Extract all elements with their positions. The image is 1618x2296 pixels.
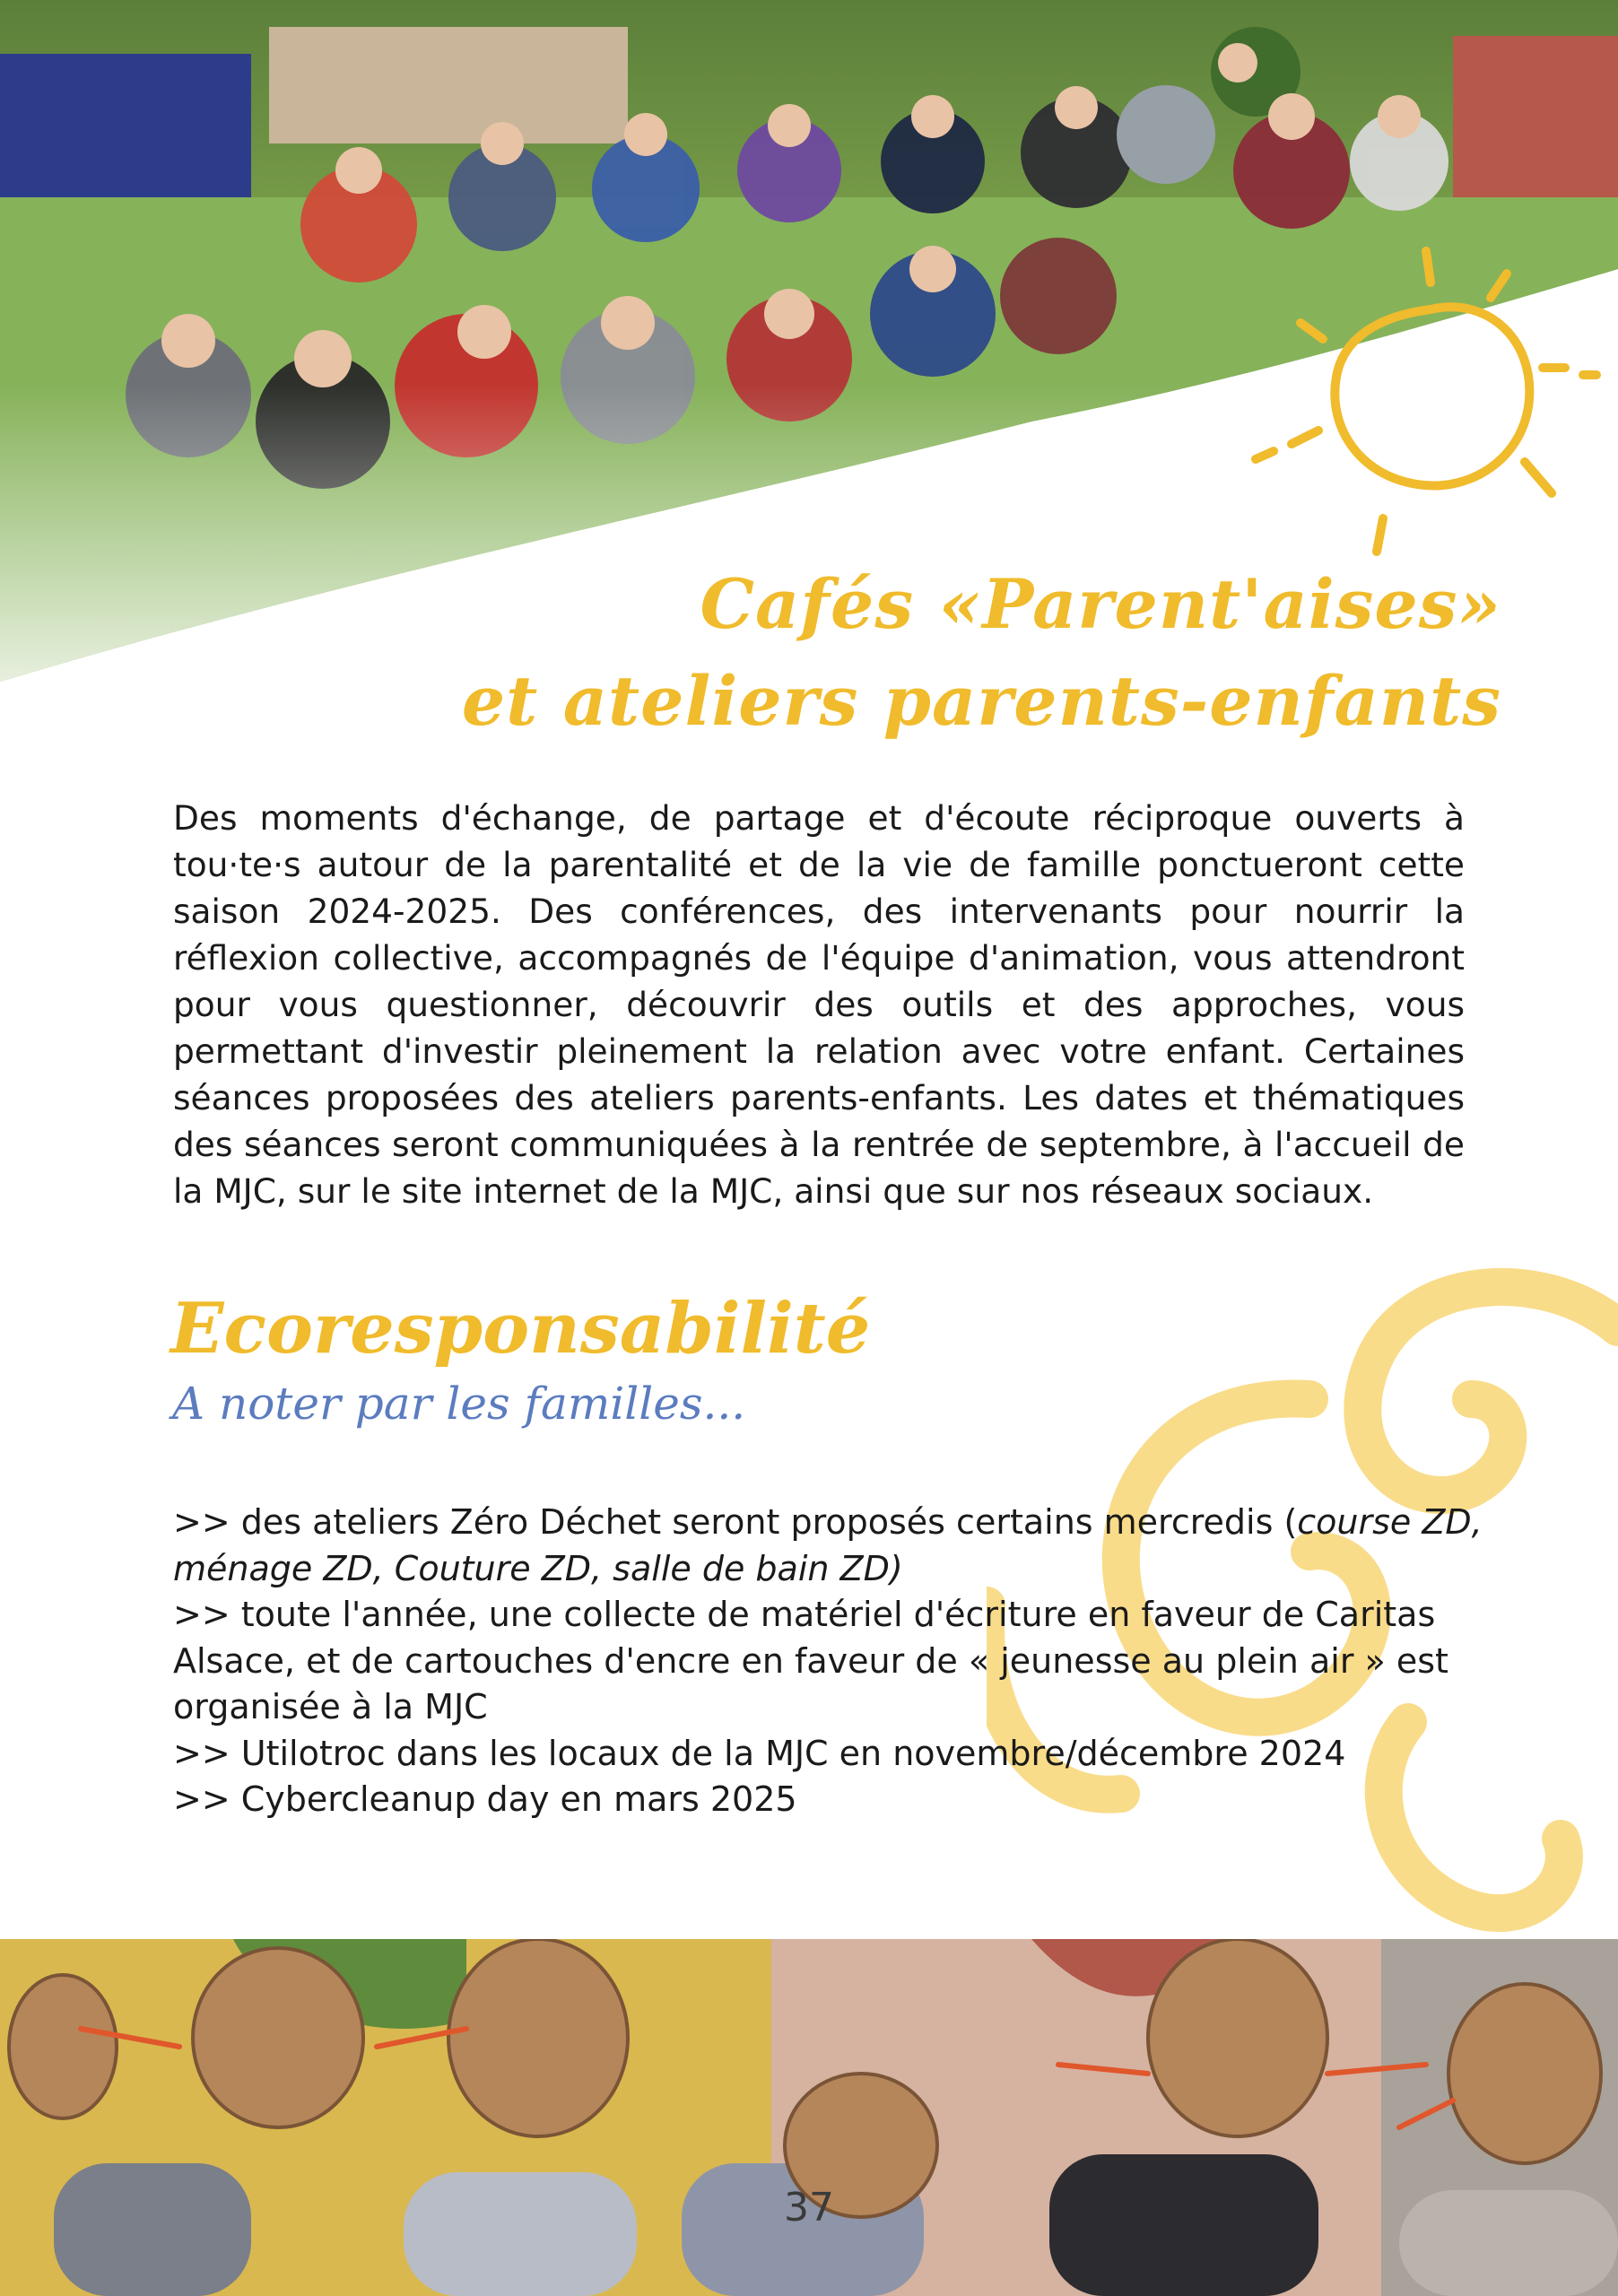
sun-icon bbox=[1238, 233, 1614, 574]
eco-item1-text: >> des ateliers Zéro Déchet seront proposés certains mercredis ( bbox=[173, 1502, 1298, 1542]
eco-list-item bbox=[173, 1500, 1492, 1592]
eco-subtitle: A noter par les familles... bbox=[172, 1378, 746, 1430]
bottom-masks-photo bbox=[0, 1939, 1618, 2296]
section-title-line2: et ateliers parents-enfants bbox=[461, 661, 1501, 741]
eco-title: Ecoresponsabilité bbox=[170, 1288, 871, 1370]
section-title-line1: Cafés «Parent'aises» bbox=[700, 564, 1501, 644]
page-number: 37 bbox=[784, 2185, 834, 2231]
intro-paragraph: Des moments d'échange, de partage et d'écoute réciproque ouverts à tou·te·s autour de la parentalité et de la vie de famille ponctueront cette saison 2024-2025. Des conférences, des intervenants pour nourrir la réflexion collective, accompagnés de l'équipe d'animation, vous attendront pour vous questionner, découvrir des outils et des approches, vous permettant d'investir pleinement la relation avec votre enfant. Certaines séances proposées des ateliers parents-enfants. Les dates et thématiques des séances seront communiquées à la rentrée de septembre, à l'accueil de la MJC, sur le site internet de la MJC, ainsi que sur nos réseaux sociaux. bbox=[173, 798, 1465, 1211]
eco-list-item: >> toute l'année, une collecte de matériel d'écriture en faveur de Caritas Alsace, et de cartouches d'encre en faveur de « jeunesse au plein air » est organisée à la MJC bbox=[173, 1595, 1448, 1726]
eco-list-item: >> Utilotroc dans les locaux de la MJC en novembre/décembre 2024 bbox=[173, 1733, 1346, 1773]
eco-item1-italic: course ZD, ménage ZD, Couture ZD, salle de bain ZD) bbox=[173, 1502, 1483, 1588]
section-title bbox=[462, 556, 1501, 750]
eco-list bbox=[173, 1500, 1492, 1823]
eco-list-item: >> Cybercleanup day en mars 2025 bbox=[173, 1779, 797, 1819]
